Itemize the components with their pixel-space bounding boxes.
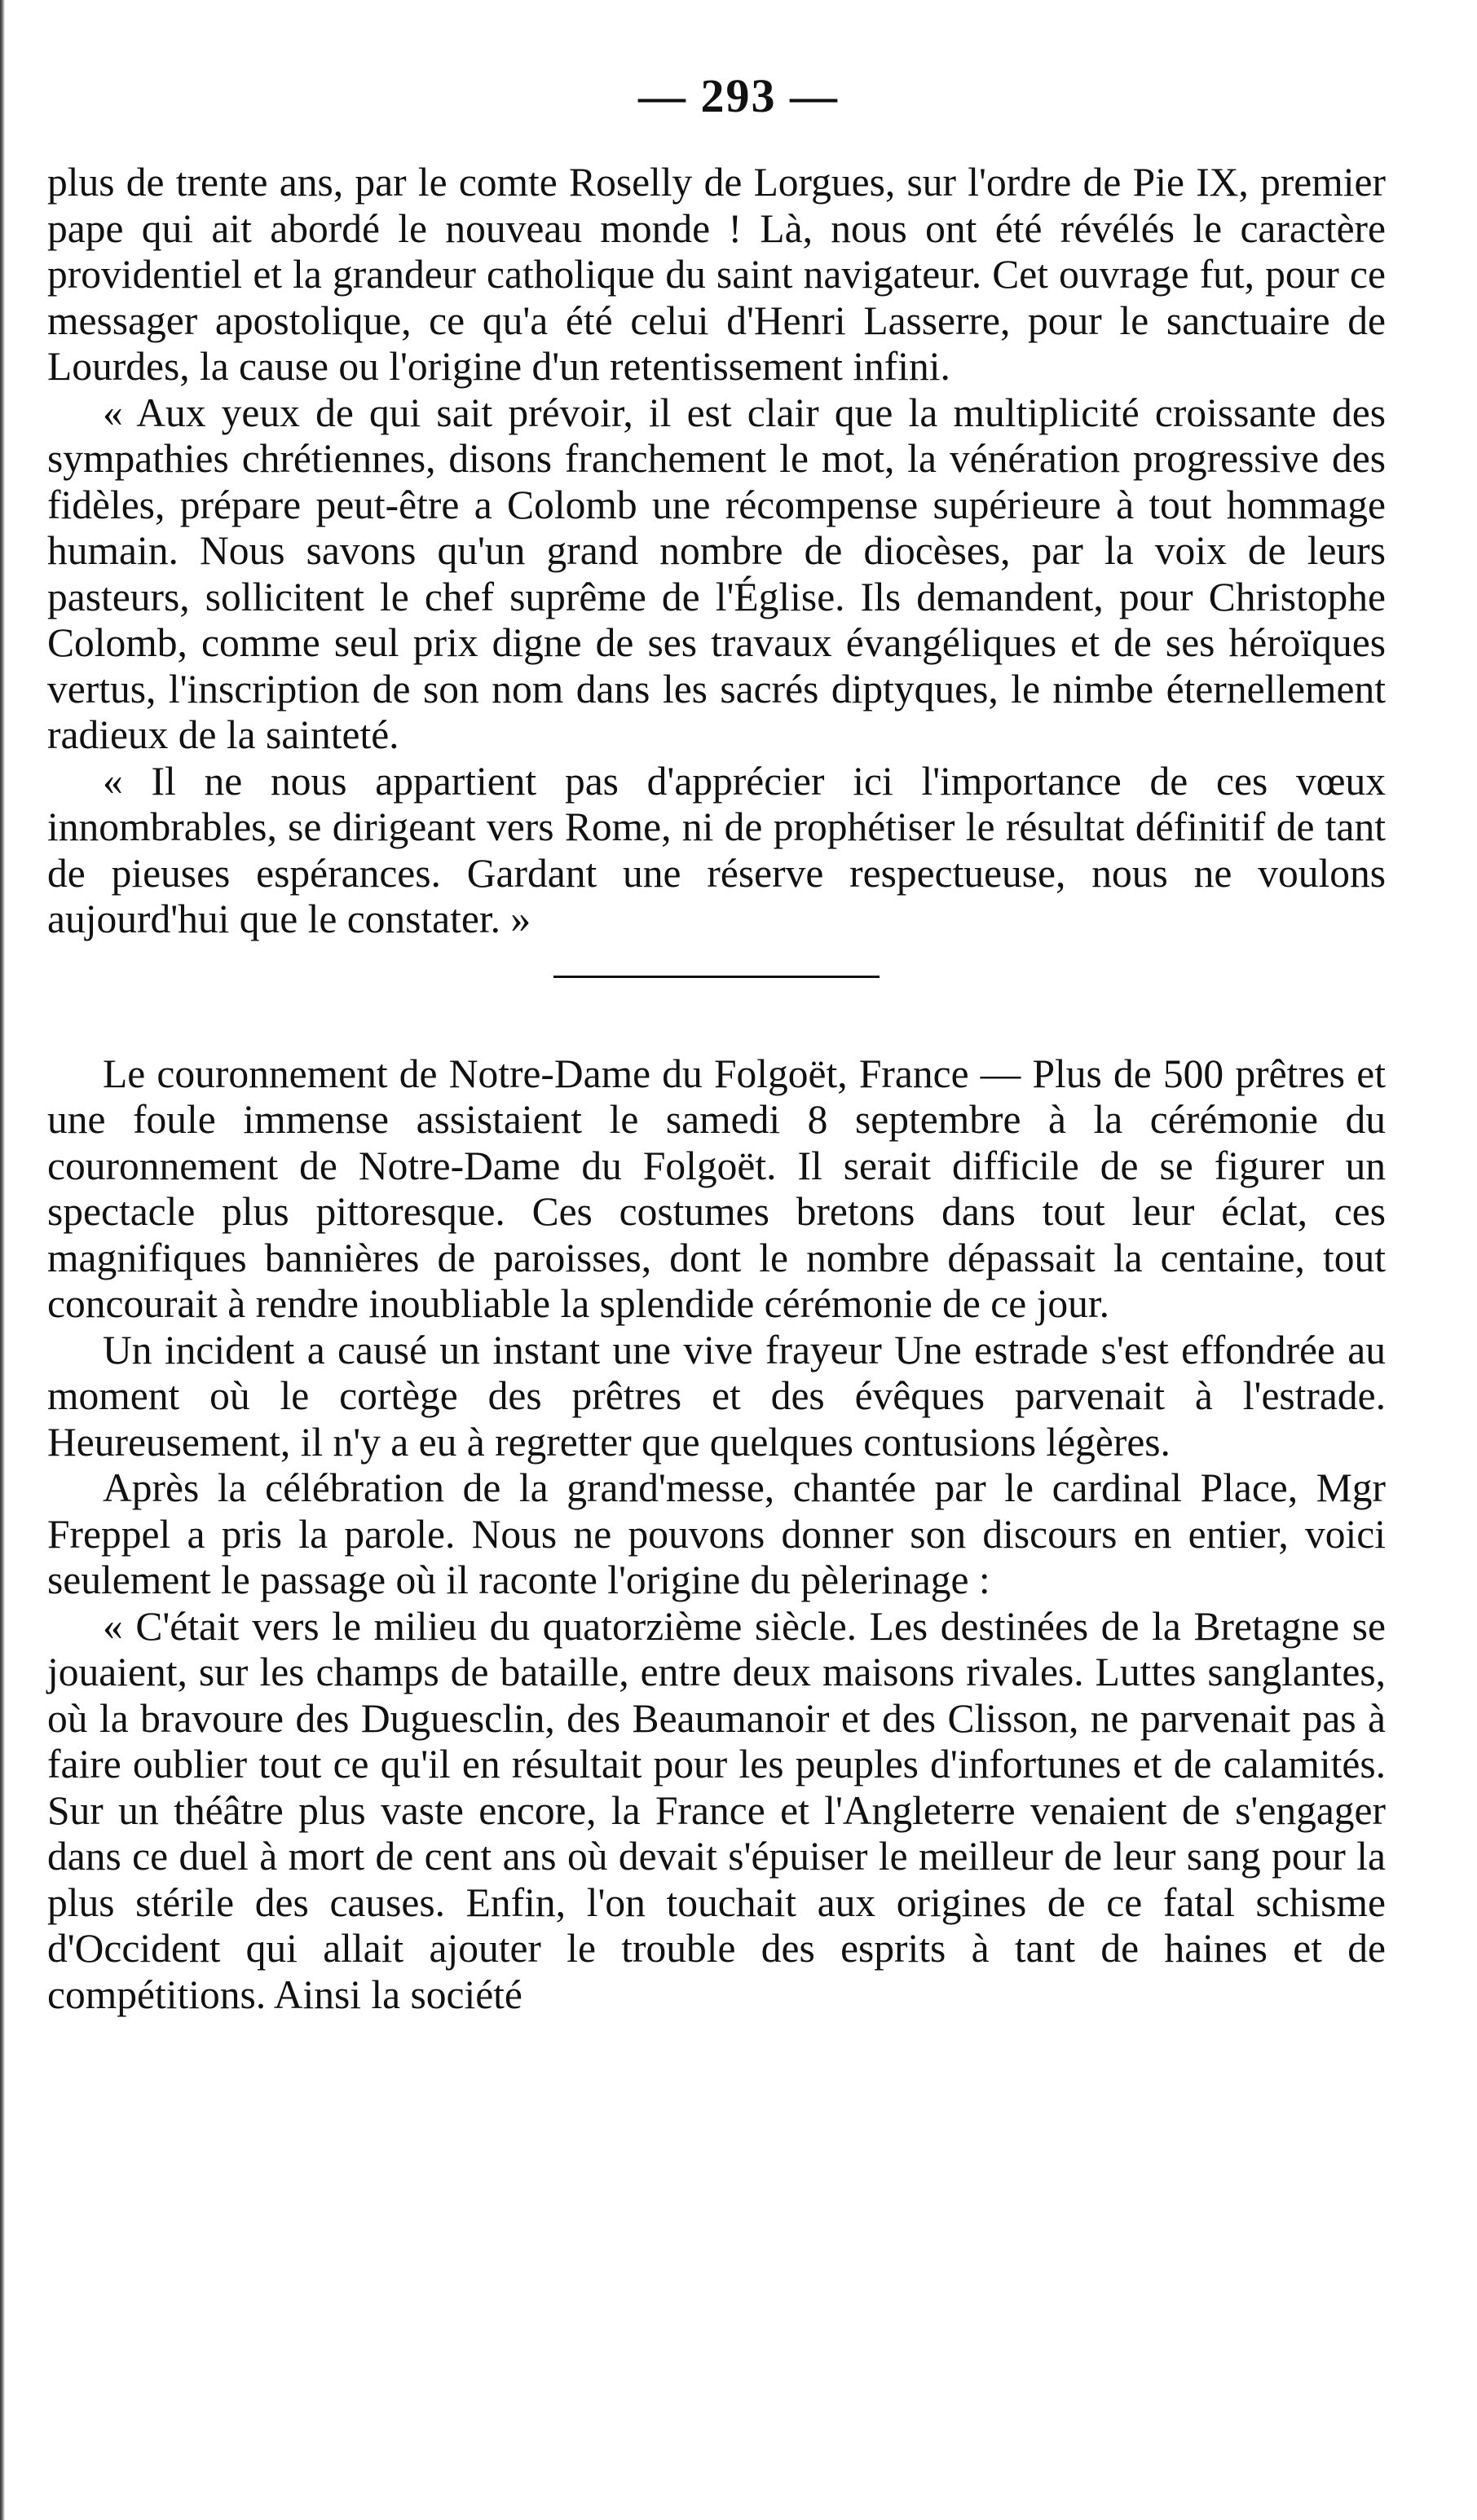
paragraph: « C'était vers le milieu du quatorzième siècle. Les destinées de la Bretagne se jouaient, sur les champs de bataille, entre deux maisons rivales. Luttes sanglantes, où la bravoure des Duguesclin, des Beaumanoir et des Clisson, ne parvenait pas à faire oublier tout ce qu'il en résultait pour les peuples d'infortunes et de calamités. Sur un théâtre plus vaste encore, la France et l'Angleterre venaient de s'engager dans ce duel à mort de cent ans où devait s'épuiser le meilleur de leur sang pour la plus stérile des causes. Enfin, l'on touchait aux origines de ce fatal schisme d'Occident qui allait ajouter le trouble des esprits à tant de haines et de compétitions. Ainsi la société	[47, 1603, 1386, 2017]
paragraph: Un incident a causé un instant une vive frayeur Une estrade s'est effondrée au moment où le cortège des prêtres et des évêques parvenait à l'estrade. Heureusement, il n'y a eu à regretter que quelques contusions légères.	[47, 1327, 1386, 1465]
page-number: — 293 —	[638, 69, 839, 122]
section-separator	[553, 976, 880, 978]
paragraph: plus de trente ans, par le comte Roselly de Lorgues, sur l'ordre de Pie IX, premier pape qui ait abordé le nouveau monde ! Là, nous ont été révélés le caractère providentiel et la grandeur catholique du saint navigateur. Cet ouvrage fut, pour ce messager apostolique, ce qu'a été celui d'Henri Lasserre, pour le sanctuaire de Lourdes, la cause ou l'origine d'un retentissement infini.	[47, 160, 1386, 389]
paragraph: Après la célébration de la grand'messe, chantée par le cardinal Place, Mgr Freppel a pris la parole. Nous ne pouvons donner son discours en entier, voici seulement le passage où il raconte l'origine du pèlerinage :	[47, 1465, 1386, 1602]
paragraph: « Il ne nous appartient pas d'apprécier ici l'importance de ces vœux innombrables, se dirigeant vers Rome, ni de prophétiser le résultat définitif de tant de pieuses espérances. Gardant une réserve respectueuse, nous ne voulons aujourd'hui que le constater. »	[47, 758, 1386, 941]
news-item-heading: Le couronnement de Notre-Dame du Folgoët, France —	[103, 1051, 1021, 1096]
paragraph: « Aux yeux de qui sait prévoir, il est clair que la multiplicité croissante des sympathies chrétiennes, disons franchement le mot, la vénération progressive des fidèles, prépare peut-être a Colomb une récompense supérieure à tout hommage humain. Nous savons qu'un grand nombre de diocèses, par la voix de leurs pasteurs, sollicitent le chef suprême de l'Église. Ils demandent, pour Christophe Colomb, comme seul prix digne de ses travaux évangéliques et de ses héroïques vertus, l'inscription de son nom dans les sacrés diptyques, le nimbe éternellement radieux de la sainteté.	[47, 390, 1386, 757]
body-text	[47, 160, 1386, 2018]
news-item-text: Plus de 500 prêtres et une foule immense assistaient le samedi 8 septembre à la cérémonie du couronnement de Notre-Dame du Folgoët. Il serait difficile de se figurer un spectacle plus pittoresque. Ces costumes bretons dans tout leur éclat, ces magnifiques bannières de paroisses, dont le nombre dépassait la centaine, tout concourait à rendre inoubliable la splendide cérémonie de ce jour.	[47, 1051, 1387, 1326]
news-item-first-paragraph	[47, 1051, 1386, 1328]
page-binding-edge	[0, 0, 5, 2520]
